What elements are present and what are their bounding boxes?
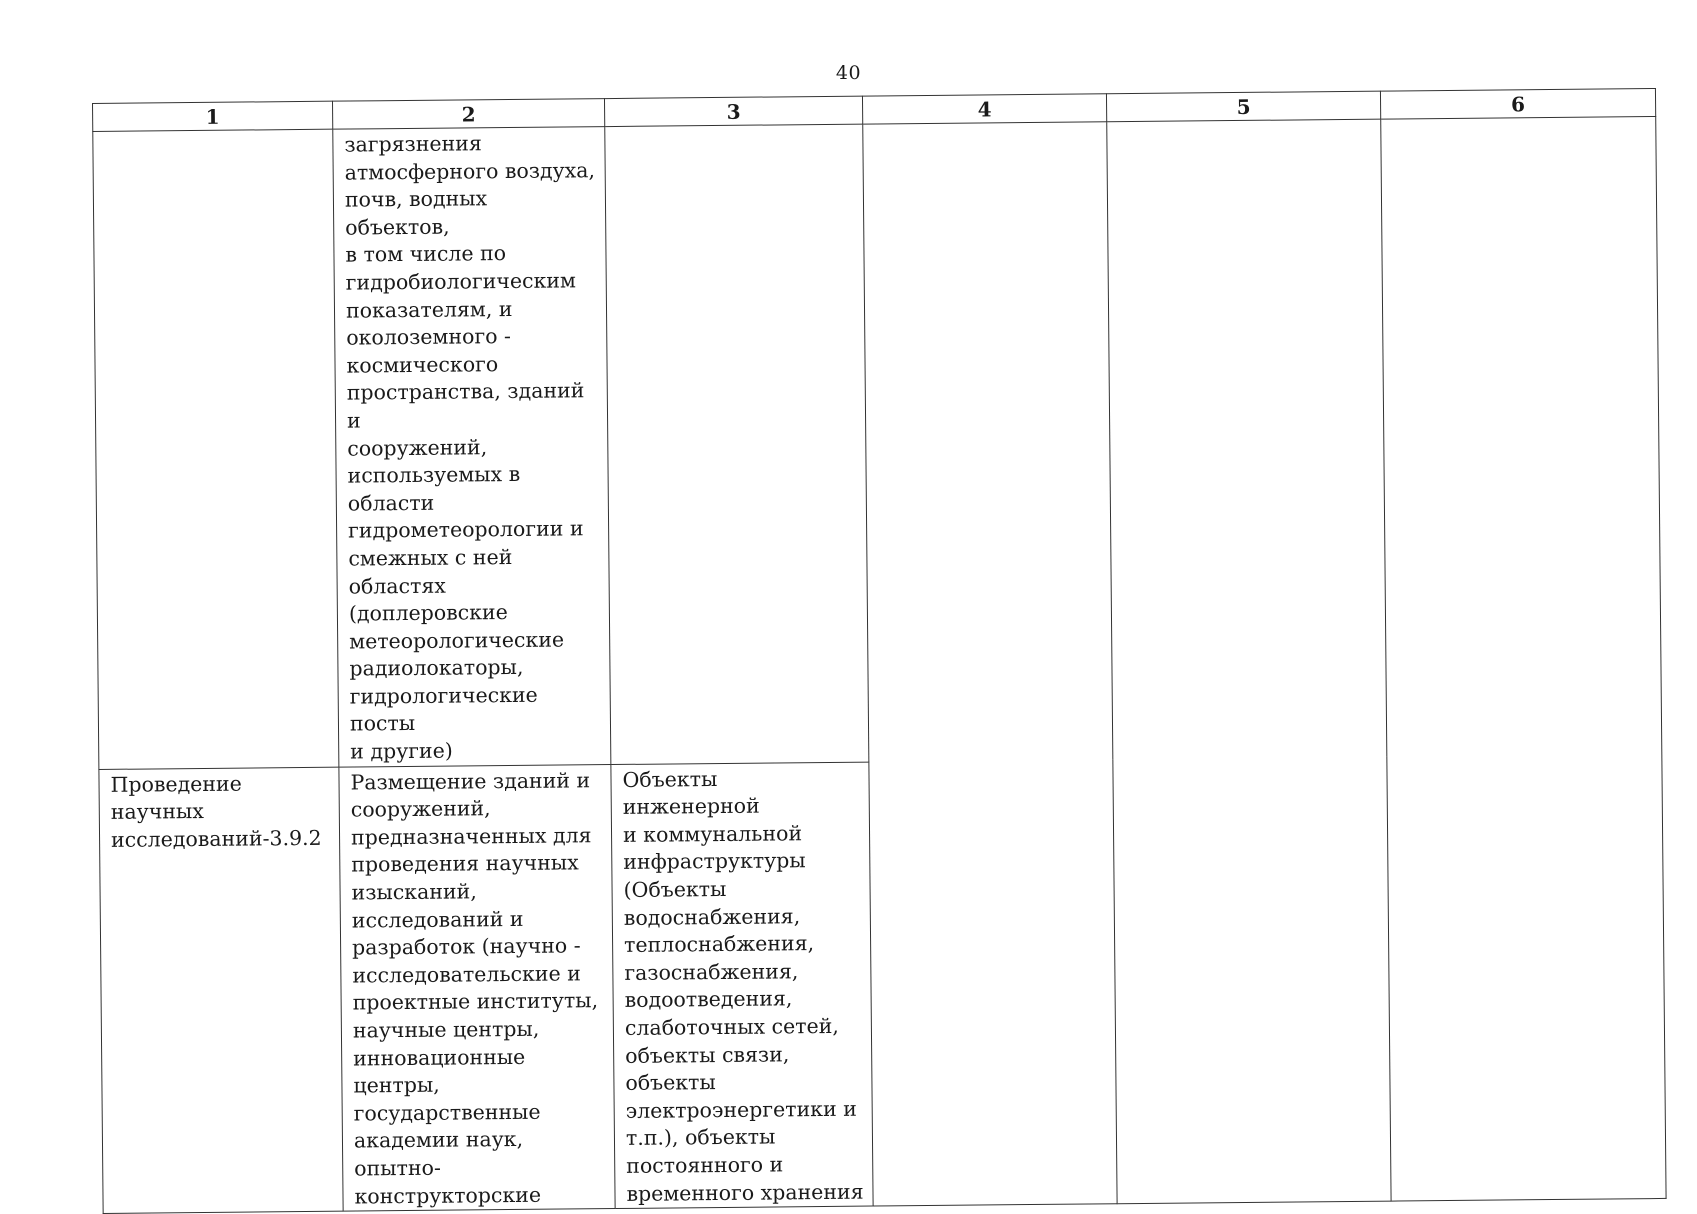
table-cell [339, 764, 615, 1211]
table-cell [605, 124, 869, 764]
table-row [93, 116, 1662, 769]
table-cell-merged [1107, 119, 1391, 1204]
column-header-3: 3 [604, 96, 862, 126]
column-header-6: 6 [1380, 88, 1655, 119]
table-cell [93, 129, 339, 769]
cell-text: Объекты инженерной и коммунальной инфраструктуры (Объекты водоснабжения, теплоснабжения, газоснабжения, водоотведения, слаботочных сетей, объекты связи, объекты электроэнергетики и т.п.), объекты постоянного и временного хранения [622, 766, 864, 1206]
cell-text: Размещение зданий и сооружений, предназначенных для проведения научных изысканий, исследований и разработок (научно - исследовательские и проектные институты, научные центры, инновационные центры, государственные академии наук, опытно- конструкторские [350, 767, 599, 1209]
cell-text: Проведение научных исследований-3.9.2 [110, 771, 322, 852]
table-container [92, 88, 1666, 1214]
column-header-5: 5 [1106, 91, 1380, 122]
table-cell [611, 762, 873, 1209]
column-header-1: 1 [93, 101, 333, 131]
column-header-4: 4 [862, 94, 1106, 124]
cell-text [93, 130, 332, 134]
cell-text: загрязнения атмосферного воздуха, почв, водных объектов, в том числе по гидробиологическим показателям, и околоземного - космического пространства, зданий и сооружений, используемых в области гидрометеорологии и смежных с ней областях (доплеровские метеорологические радиолокаторы, гидрологические посты и другие) [344, 131, 596, 764]
table-cell-merged [863, 122, 1117, 1206]
page-number: 40 [835, 62, 862, 84]
table-cell-merged [1381, 116, 1666, 1201]
table-cell [99, 767, 343, 1214]
table-cell [333, 127, 611, 767]
column-header-2: 2 [332, 99, 604, 130]
cell-text [605, 125, 862, 129]
land-use-table [92, 88, 1667, 1214]
